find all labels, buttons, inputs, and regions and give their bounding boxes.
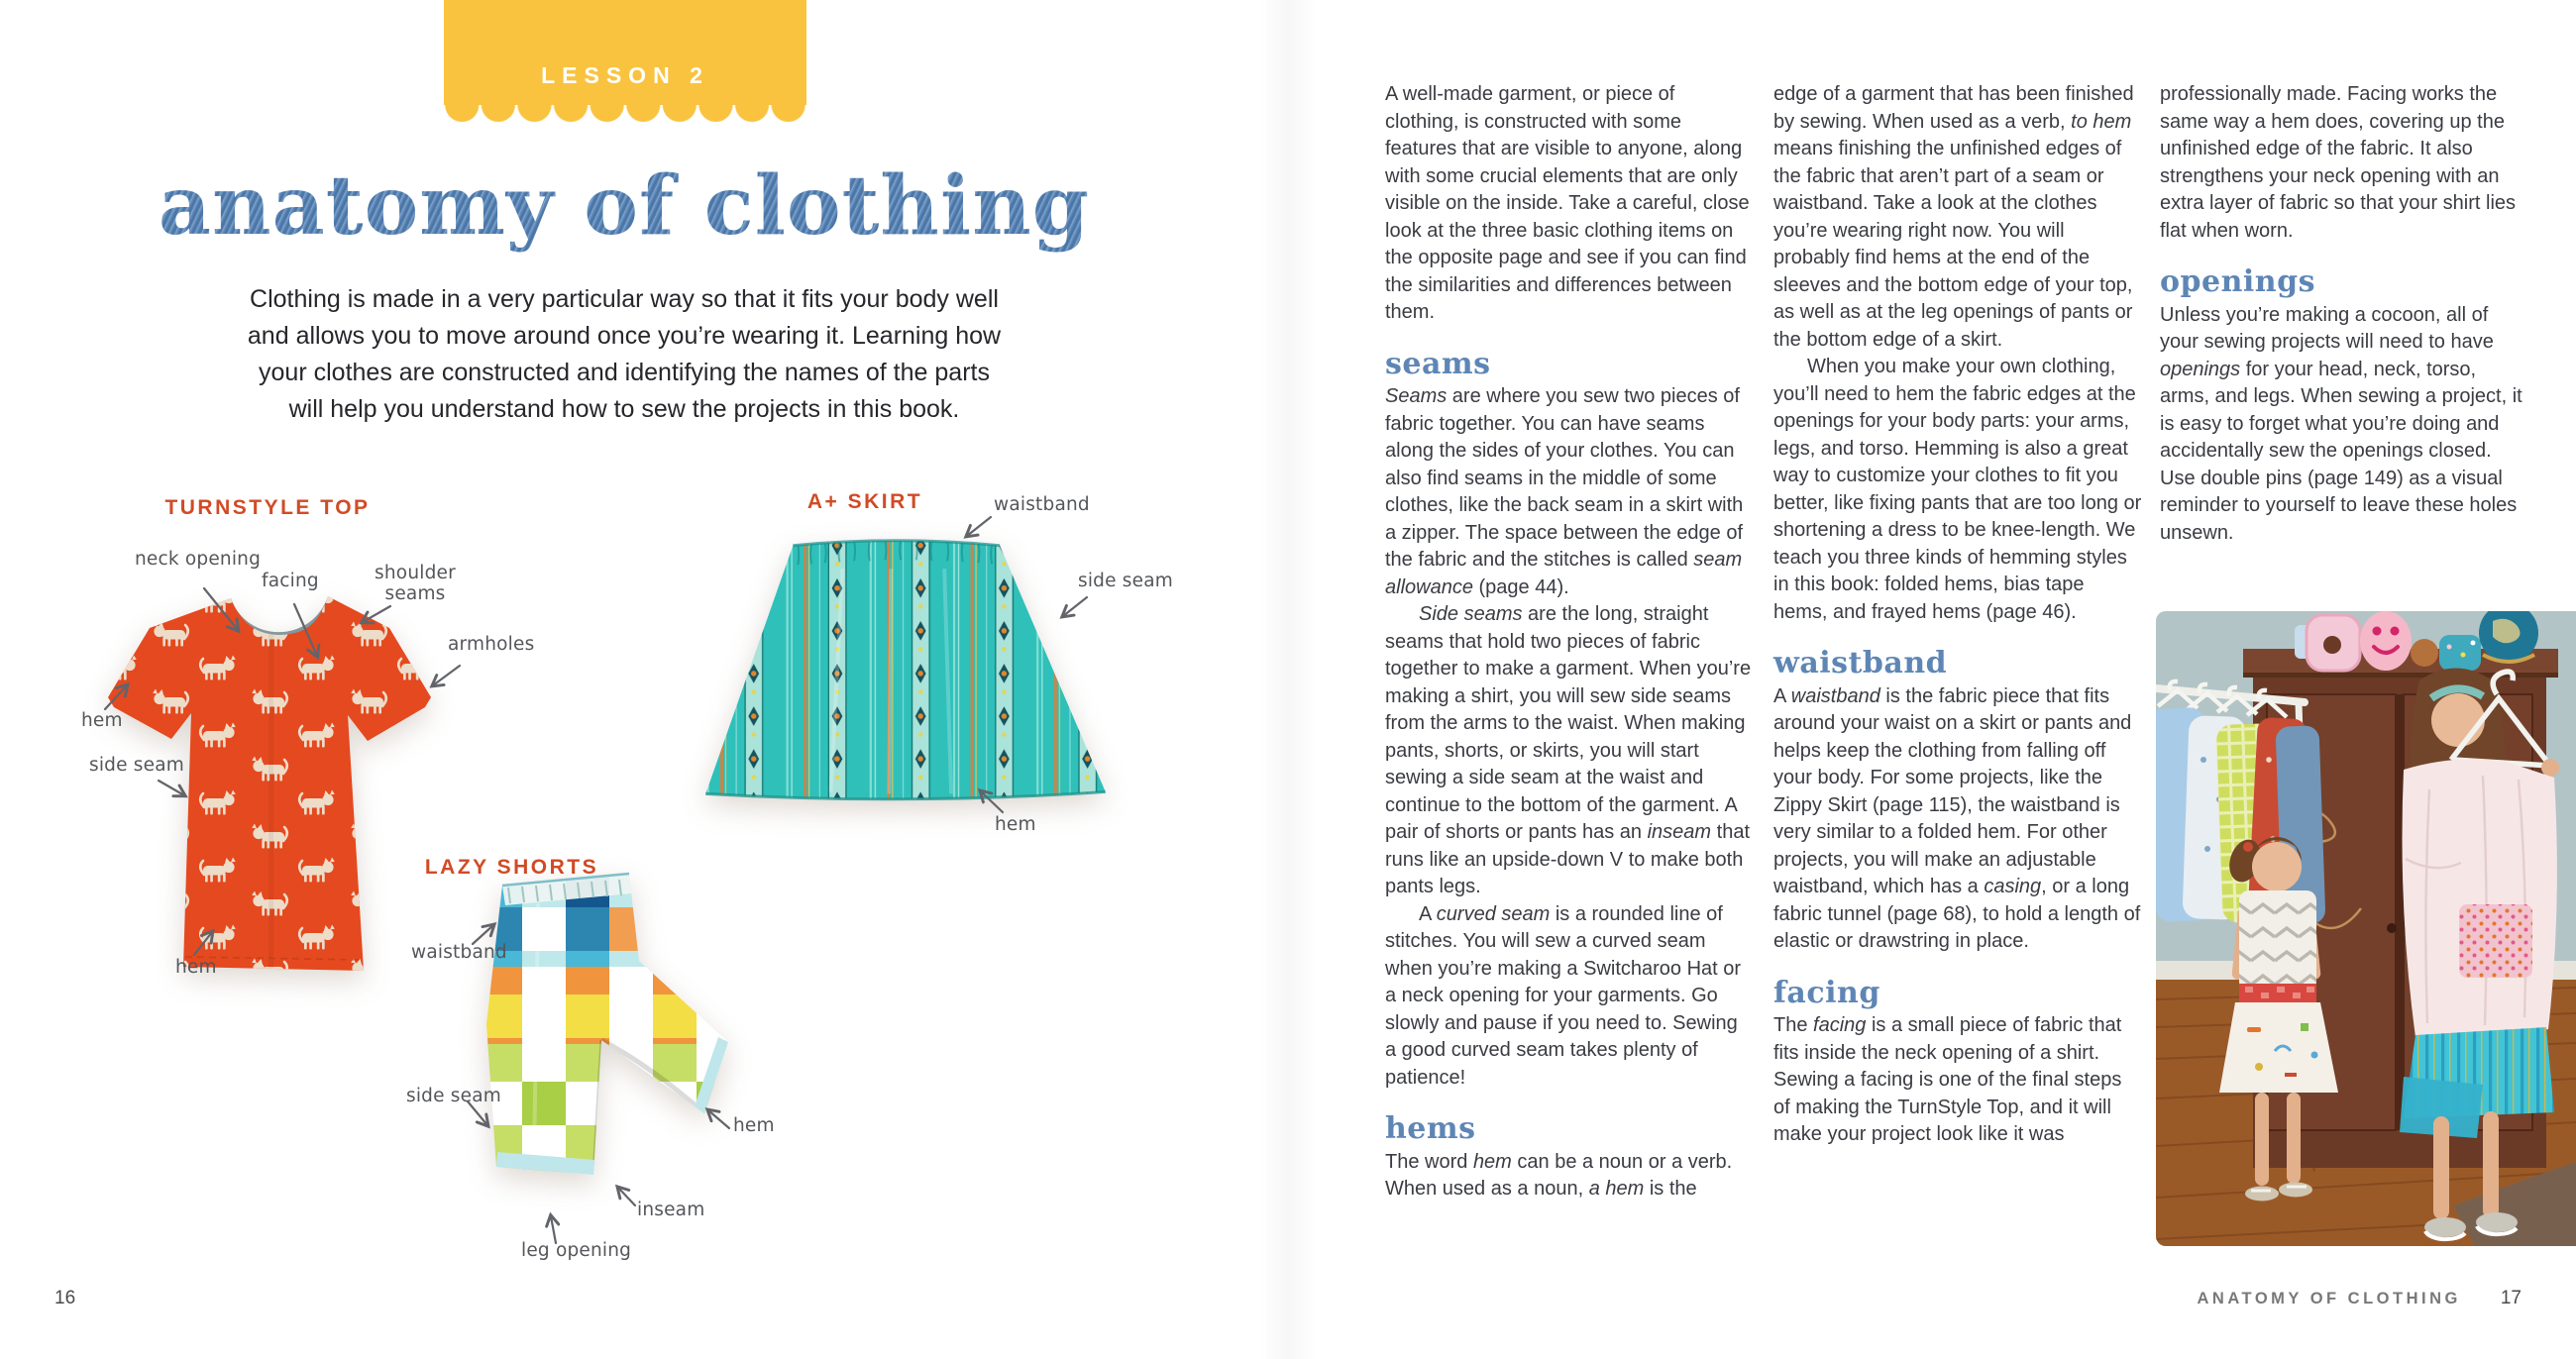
label-shoulder-seams: shoulder seams <box>375 563 456 604</box>
intro-line: and allows you to move around once you’re wearing it. Learning how <box>247 322 1002 350</box>
shorts-illustration <box>479 864 736 1235</box>
paragraph: edge of a garment that has been finished by sewing. When used as a verb, to hem means finishing the unfinished edges of the fabric that aren’t part of a seam or waistband. Take a look at the clothes you’re wearing right now. You will probably find hems at the end of the sleeves and the bottom edge of your top, as well as at the leg openings of pants or the bottom edge of a skirt. <box>1773 83 2134 351</box>
paragraph: professionally made. Facing works the same way a hem does, covering up the unfinished edge of the fabric. It also strengthens your neck opening with an extra layer of fabric so that your shirt lies flat when worn. <box>2160 83 2517 242</box>
garment-title-a-plus-skirt: A+ SKIRT <box>806 490 923 513</box>
page-number-right: 17 <box>2500 1288 2522 1308</box>
paragraph: A well-made garment, or piece of clothing, is constructed with some features that are visible to anyone, along with some crucial elements that are only visible on the inside. Take a careful, close look at the three basic clothing items on the opposite page and see if you can find the similarities and differences between them. <box>1385 83 1750 323</box>
section-heading-seams: seams <box>1385 346 1491 381</box>
shorts-body <box>479 864 736 1235</box>
paragraph: A waistband is the fabric piece that fits around your waist on a skirt or pants and helps keep the clothing from falling off your body. For some projects, like the Zippy Skirt (page 115), the waistband is very similar to a folded hem. For other projects, you will make an adjustable waistband, which has a casing, or a long fabric tunnel (page 68), to hold a length of elastic or drawstring in place. <box>1773 684 2141 952</box>
paragraph: Side seams are the long, straight seams that hold two pieces of fabric together to make a garment. When you’re making a shirt, you will sew side seams from the arms to the waist. When making pants, shorts, or skirts, you will start sewing a side seam at the waist and continue to the bottom of the garment. A pair of shorts or pants has an inseam that runs like an upside-down V to make both pants legs. <box>1385 603 1752 897</box>
text-column-1 <box>1385 81 1754 1203</box>
page-title: anatomy of clothing <box>0 158 1248 254</box>
label-side-seam-skirt: side seam <box>1078 571 1173 591</box>
intro-line: will help you understand how to sew the projects in this book. <box>288 395 960 423</box>
label-hem-sleeve: hem <box>81 710 123 731</box>
tshirt-illustration <box>94 582 441 984</box>
paragraph: Seams are where you sew two pieces of fabric together. You can have seams along the sides of your clothes. You can also find seams in the middle of some clothes, like the back seam in a skirt with a zipper. The space between the edge of the fabric and the stitches is called seam allowance (page 44). <box>1385 385 1744 598</box>
section-heading-hems: hems <box>1385 1111 1476 1146</box>
page-gutter <box>1260 0 1316 1359</box>
lesson-banner <box>444 0 806 105</box>
label-hem-skirt: hem <box>995 814 1036 835</box>
text-column-3 <box>2160 81 2528 547</box>
garment-title-lazy-shorts: LAZY SHORTS <box>424 856 599 879</box>
label-hem-shirt-bottom: hem <box>175 957 217 978</box>
label-hem-shorts: hem <box>733 1115 775 1136</box>
skirt-illustration <box>694 530 1118 811</box>
section-heading-waistband: waistband <box>1773 646 1948 680</box>
intro-paragraph <box>0 281 1248 428</box>
cat-pattern <box>94 582 441 984</box>
paragraph: When you make your own clothing, you’ll need to hem the fabric edges at the openings for your body parts: your arms, legs, and torso. Hemming is also a great way to customize your clothes to fit you better, like fixing pants that are too long or shortening a dress to be knee-length. We teach you three kinds of hemming styles in this book: folded hems, bias tape hems, and frayed hems (page 46). <box>1773 356 2142 623</box>
paragraph: Unless you’re making a cocoon, all of your sewing projects will need to have openings for your head, neck, torso, arms, and legs. When sewing a project, it is easy to forget what you’re doing and accidentally sew the openings closed. Use double pins (page 149) as a visual reminder to yourself to leave these holes unsewn. <box>2160 303 2522 544</box>
label-armholes: armholes <box>448 634 535 655</box>
page-number-left: 16 <box>54 1288 76 1308</box>
section-heading-facing: facing <box>1773 975 1880 1010</box>
right-page-footer <box>2198 1288 2522 1309</box>
intro-line: your clothes are constructed and identifying the names of the parts <box>259 359 990 386</box>
lesson-badge: LESSON 2 <box>541 62 709 88</box>
label-leg-opening: leg opening <box>521 1240 632 1261</box>
label-waistband-shorts: waistband <box>411 942 507 963</box>
label-facing: facing <box>262 571 319 591</box>
photo-scene <box>2156 611 2576 1246</box>
paragraph: The word hem can be a noun or a verb. When used as a noun, a hem is the <box>1385 1150 1733 1200</box>
garment-title-turnstyle-top: TURNSTYLE TOP <box>164 496 371 519</box>
label-waistband-skirt: waistband <box>994 494 1090 515</box>
label-neck-opening: neck opening <box>135 549 262 570</box>
label-side-seam-shirt: side seam <box>89 755 184 776</box>
intro-line: Clothing is made in a very particular way so that it fits your body well <box>250 285 999 313</box>
paragraph: The facing is a small piece of fabric that fits inside the neck opening of a shirt. Sewing a facing is one of the final steps of making the TurnStyle Top, and it will make your project look like it was <box>1773 1014 2122 1145</box>
skirt-body <box>697 530 1114 811</box>
label-side-seam-shorts: side seam <box>406 1086 501 1106</box>
chapter-title: ANATOMY OF CLOTHING <box>2197 1290 2461 1307</box>
photo-two-girls-dress-up <box>2156 611 2576 1246</box>
paragraph: A curved seam is a rounded line of stitches. You will sew a curved seam when you’re making a Switcharoo Hat or a neck opening for your garments. Go slowly and pause if you need to. Sewing a good curved seam takes plenty of patience! <box>1385 902 1742 1089</box>
section-heading-openings: openings <box>2160 264 2315 299</box>
label-inseam: inseam <box>637 1200 705 1220</box>
text-column-2 <box>1773 81 2142 1149</box>
